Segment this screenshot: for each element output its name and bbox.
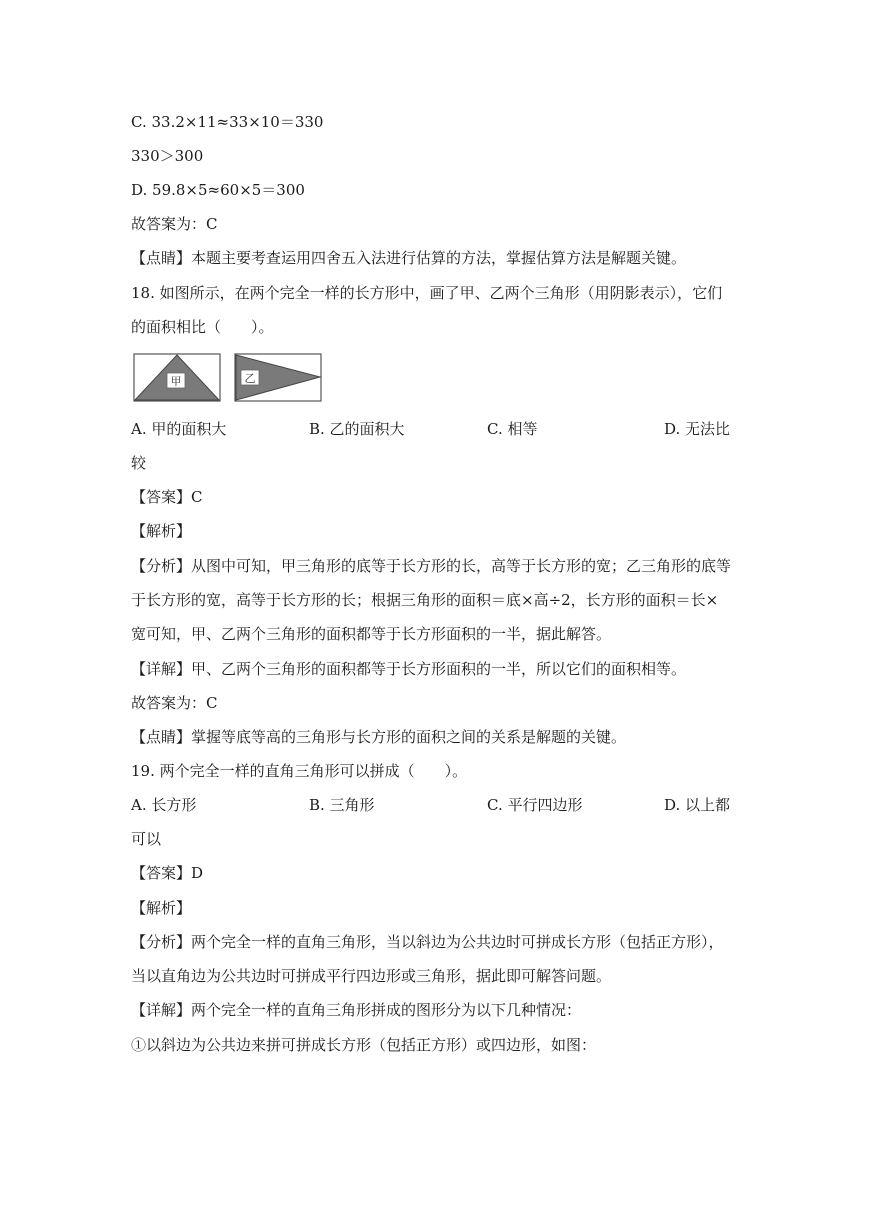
option-d: D. 以上都 xyxy=(664,796,731,814)
text-line: D. 59.8×5≈60×5＝300 xyxy=(131,181,305,199)
text-line: C. 33.2×11≈33×10＝330 xyxy=(131,113,324,131)
option-a: A. 长方形 xyxy=(131,796,197,814)
text-line: 故答案为：C xyxy=(131,215,218,233)
option-d-wrap: 可以 xyxy=(131,830,162,848)
question-18: 18. 如图所示，在两个完全一样的长方形中，画了甲、乙两个三角形（用阴影表示），它们 xyxy=(131,284,723,302)
conclusion-18: 故答案为：C xyxy=(131,694,218,712)
detail-19: 【详解】两个完全一样的直角三角形拼成的图形分为以下几种情况： xyxy=(131,1001,582,1019)
option-c: C. 相等 xyxy=(487,420,538,438)
option-b: B. 三角形 xyxy=(309,796,375,814)
analysis-heading-19: 【解析】 xyxy=(131,899,192,917)
analysis-19: 当以直角边为公共边时可拼成平行四边形或三角形，据此即可解答问题。 xyxy=(131,967,612,985)
analysis-18: 于长方形的宽，高等于长方形的长；根据三角形的面积＝底×高÷2，长方形的面积＝长× xyxy=(131,591,719,609)
option-d-wrap: 较 xyxy=(131,454,147,472)
detail-18: 【详解】甲、乙两个三角形的面积都等于长方形面积的一半，所以它们的面积相等。 xyxy=(131,660,687,678)
option-d: D. 无法比 xyxy=(664,420,731,438)
text-line: 【点睛】本题主要考查运用四舍五入法进行估算的方法，掌握估算方法是解题关键。 xyxy=(131,249,687,267)
case-1-19: ①以斜边为公共边来拼可拼成长方形（包括正方形）或四边形，如图： xyxy=(131,1036,597,1054)
analysis-18: 宽可知，甲、乙两个三角形的面积都等于长方形面积的一半，据此解答。 xyxy=(131,625,612,643)
question-18-cont: 的面积相比（ ）。 xyxy=(131,318,274,336)
question-19: 19. 两个完全一样的直角三角形可以拼成（ ）。 xyxy=(131,762,468,780)
answer-19: 【答案】D xyxy=(131,864,204,882)
analysis-heading-18: 【解析】 xyxy=(131,522,192,540)
text-line: 330＞300 xyxy=(131,147,204,165)
triangles-figure xyxy=(133,352,323,404)
option-b: B. 乙的面积大 xyxy=(309,420,405,438)
label-jia: 甲 xyxy=(170,375,182,388)
comment-18: 【点睛】掌握等底等高的三角形与长方形的面积之间的关系是解题的关键。 xyxy=(131,728,627,746)
option-a: A. 甲的面积大 xyxy=(131,420,227,438)
analysis-19: 【分析】两个完全一样的直角三角形，当以斜边为公共边时可拼成长方形（包括正方形）， xyxy=(131,933,724,951)
analysis-18: 【分析】从图中可知，甲三角形的底等于长方形的长，高等于长方形的宽；乙三角形的底等 xyxy=(131,557,732,575)
label-yi: 乙 xyxy=(244,372,256,385)
option-c: C. 平行四边形 xyxy=(487,796,583,814)
answer-18: 【答案】C xyxy=(131,488,203,506)
